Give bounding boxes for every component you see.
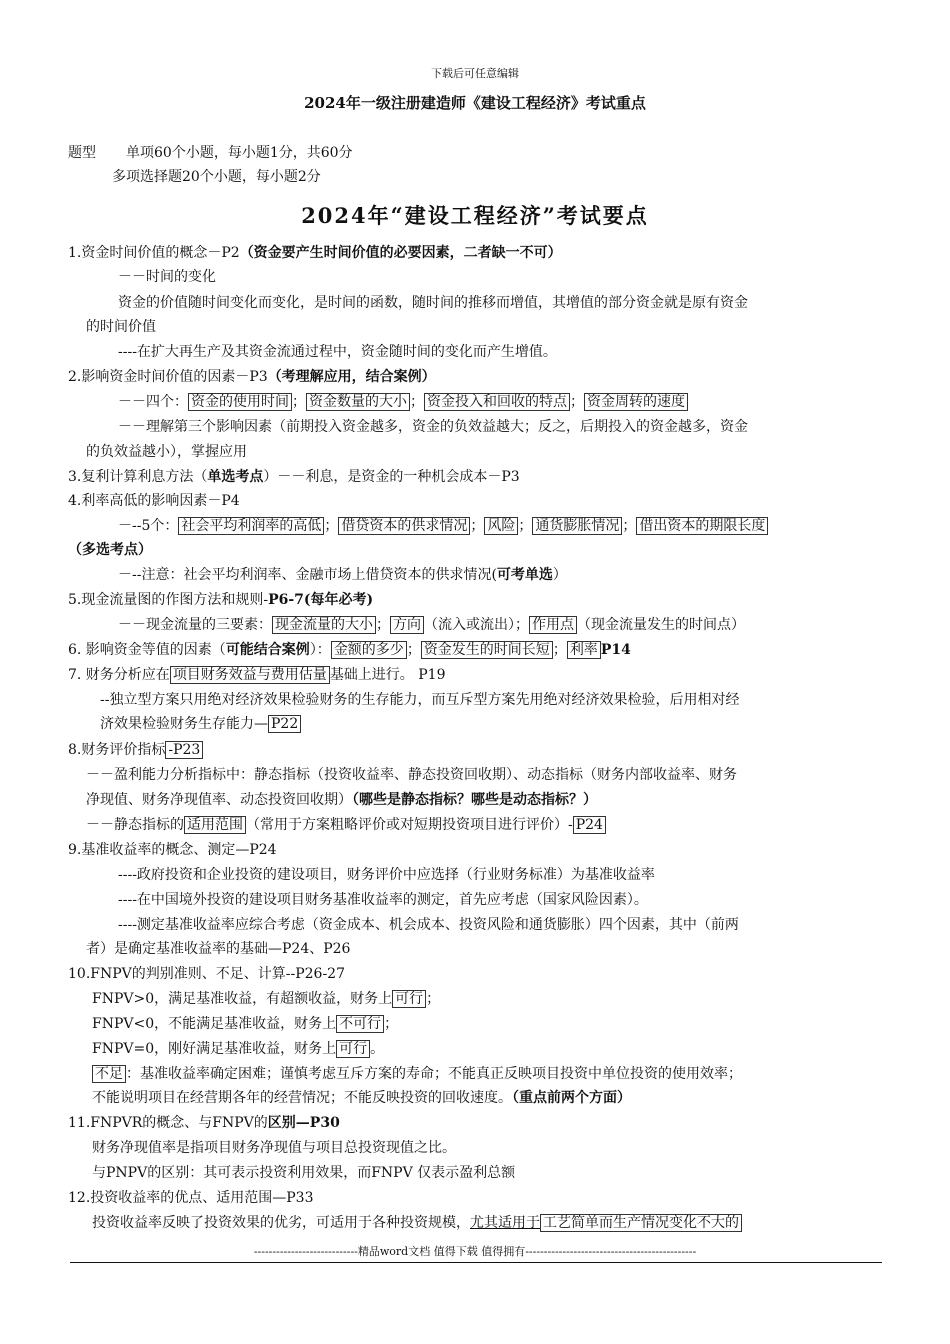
boxed-term: 方向: [390, 616, 424, 634]
boxed-term: 资金周转的速度: [584, 393, 688, 411]
boxed-term: 不足: [92, 1065, 126, 1083]
section-8-line: －－静态指标的 适用范围 （常用于方案粗略评价或对短期投资项目进行评价）- P24: [86, 814, 606, 836]
section-10-line: FNPV=0，刚好满足基准收益，财务上 可行 。: [92, 1041, 385, 1057]
question-type-multi: 多项选择题20个小题，每小题2分: [112, 169, 321, 185]
boxed-term: 不可行: [336, 1015, 384, 1033]
boxed-term: 现金流量的大小: [272, 616, 376, 634]
header-note: 下载后可任意编辑: [431, 67, 519, 80]
boxed-term: 可行: [392, 990, 426, 1008]
section-9-line: ----测定基准收益率应综合考虑（资金成本、机会成本、投资风险和通货膨胀）四个因素，其中（前两: [118, 917, 739, 933]
section-2-line: －－理解第三个影响因素（前期投入资金越多，资金的负效益越大；反之，后期投入的资金越多，资金: [118, 419, 748, 435]
section-3-heading: 3.复利计算利息方法（单选考点）－－利息，是资金的一种机会成本－P3: [68, 469, 520, 485]
boxed-term: -P23: [165, 741, 203, 759]
boxed-term: 资金数量的大小: [306, 393, 410, 411]
section-9-line: ----政府投资和企业投资的建设项目，财务评价中应选择（行业财务标准）为基准收益率: [118, 867, 655, 883]
section-7-heading: 7. 财务分析应在 项目财务效益与费用估量 基础上进行。 P19: [68, 667, 446, 683]
boxed-term: 工艺简单而生产情况变化不大的: [540, 1214, 742, 1232]
section-10-line: FNPV<0，不能满足基准收益，财务上 不可行 ；: [92, 1016, 399, 1032]
section-12-line: 投资收益率反映了投资效果的优劣，可适用于各种投资规模，尤其适用于 工艺简单而生产情况变化不大的: [92, 1212, 742, 1234]
section-5-elements: －－现金流量的三要素： 现金流量的大小 ； 方向 （流入或流出）； 作用点 （现金流量发生的时间点）: [118, 617, 745, 633]
section-1-line: 的时间价值: [86, 319, 156, 335]
section-4-heading: 4.利率高低的影响因素－P4: [68, 493, 240, 509]
document-title: 2024年一级注册建造师《建设工程经济》考试重点: [304, 94, 646, 112]
boxed-term: 风险: [484, 517, 518, 535]
boxed-term: 借贷资本的供求情况: [338, 517, 470, 535]
section-10-line: 不足 ：基准收益率确定困难；谨慎考虑互斥方案的寿命；不能真正反映项目投资中单位投资的使用效率；: [92, 1063, 742, 1085]
section-8-line: 净现值、财务净现值率、动态投资回收期）（哪些是静态指标？哪些是动态指标？）: [86, 792, 597, 808]
boxed-term: 资金的使用时间: [188, 393, 292, 411]
section-6-heading: 6. 影响资金等值的因素（可能结合案例）： 金额的多少 ； 资金发生的时间长短 ； 利率 P14: [68, 642, 631, 658]
section-10-heading: 10.FNPV的判别准则、不足、计算--P26-27: [68, 966, 345, 982]
boxed-term: P22: [268, 715, 301, 733]
section-11-line: 与PNPV的区别：其可表示投资利用效果，而FNPV 仅表示盈利总额: [92, 1165, 516, 1181]
section-2-heading: 2.影响资金时间价值的因素－P3（考理解应用，结合案例）: [68, 369, 436, 385]
section-2-factors: －－四个： 资金的使用时间 ； 资金数量的大小 ； 资金投入和回收的特点 ； 资金周转的速度: [118, 391, 688, 413]
section-9-line: 者）是确定基准收益率的基础—P24、P26: [86, 941, 351, 957]
boxed-term: 资金发生的时间长短: [421, 641, 553, 659]
section-9-line: ----在中国境外投资的建设项目财务基准收益率的测定，首先应考虑（国家风险因素）。: [118, 892, 648, 908]
boxed-term: 项目财务效益与费用估量: [170, 666, 330, 684]
boxed-term: 可行: [336, 1040, 370, 1058]
section-4-factors: －--5个： 社会平均利润率的高低 ； 借贷资本的供求情况 ； 风险 ； 通货膨胀情况 ； 借出资本的期限长度: [118, 515, 768, 537]
question-type-label: 题型: [68, 145, 96, 161]
section-7-line: 济效果检验财务生存能力— P22: [100, 713, 301, 735]
boxed-term: 作用点: [529, 616, 577, 634]
section-1-heading: 1.资金时间价值的概念－P2（资金要产生时间价值的必要因素，二者缺一不可）: [68, 245, 562, 261]
section-5-heading: 5.现金流量图的作图方法和规则-P6-7(每年必考): [68, 592, 374, 608]
section-11-heading: 11.FNPVR的概念、与FNPV的区别—P30: [68, 1115, 340, 1131]
section-10-line: FNPV>0，满足基准收益，有超额收益，财务上 可行 ；: [92, 991, 441, 1007]
boxed-term: 通货膨胀情况: [532, 517, 622, 535]
section-9-heading: 9.基准收益率的概念、测定—P24: [68, 842, 277, 858]
footer-note: ----------------------------精品word文档 值得下载 值得拥有----------------------------------------------: [253, 1245, 697, 1258]
section-4-line: －--注意：社会平均利润率、金融市场上借贷资本的供求情况(可考单选）: [118, 567, 567, 583]
boxed-term: 借出资本的期限长度: [636, 517, 768, 535]
section-1-line: －－时间的变化: [118, 269, 216, 285]
boxed-term: P24: [573, 816, 606, 834]
boxed-term: 资金投入和回收的特点: [424, 393, 570, 411]
footer-divider: [70, 1262, 882, 1263]
main-heading: 2024年“建设工程经济”考试要点: [301, 203, 649, 228]
section-1-line: ----在扩大再生产及其资金流通过程中，资金随时间的变化而产生增值。: [118, 344, 557, 360]
boxed-term: 适用范围: [184, 816, 246, 834]
section-4-note: （多选考点）: [68, 542, 152, 558]
section-7-line: --独立型方案只用绝对经济效果检验财务的生存能力，而互斥型方案先用绝对经济效果检验，后用相对经: [100, 692, 740, 708]
section-12-heading: 12.投资收益率的优点、适用范围—P33: [68, 1190, 314, 1206]
question-type-single: 单项60个小题，每小题1分，共60分: [126, 145, 353, 161]
boxed-term: 利率: [567, 641, 601, 659]
section-11-line: 财务净现值率是指项目财务净现值与项目总投资现值之比。: [92, 1140, 456, 1156]
section-2-line: 的负效益越小），掌握应用: [86, 444, 247, 460]
section-8-heading: 8.财务评价指标 -P23: [68, 739, 203, 761]
boxed-term: 社会平均利润率的高低: [178, 517, 324, 535]
section-1-line: 资金的价值随时间变化而变化，是时间的函数，随时间的推移而增值，其增值的部分资金就是原有资金: [118, 295, 748, 311]
section-8-line: －－盈利能力分析指标中：静态指标（投资收益率、静态投资回收期）、动态指标（财务内部收益率、财务: [86, 767, 737, 783]
section-10-line: 不能说明项目在经营期各年的经营情况；不能反映投资的回收速度。（重点前两个方面）: [92, 1090, 631, 1106]
boxed-term: 金额的多少: [331, 641, 407, 659]
